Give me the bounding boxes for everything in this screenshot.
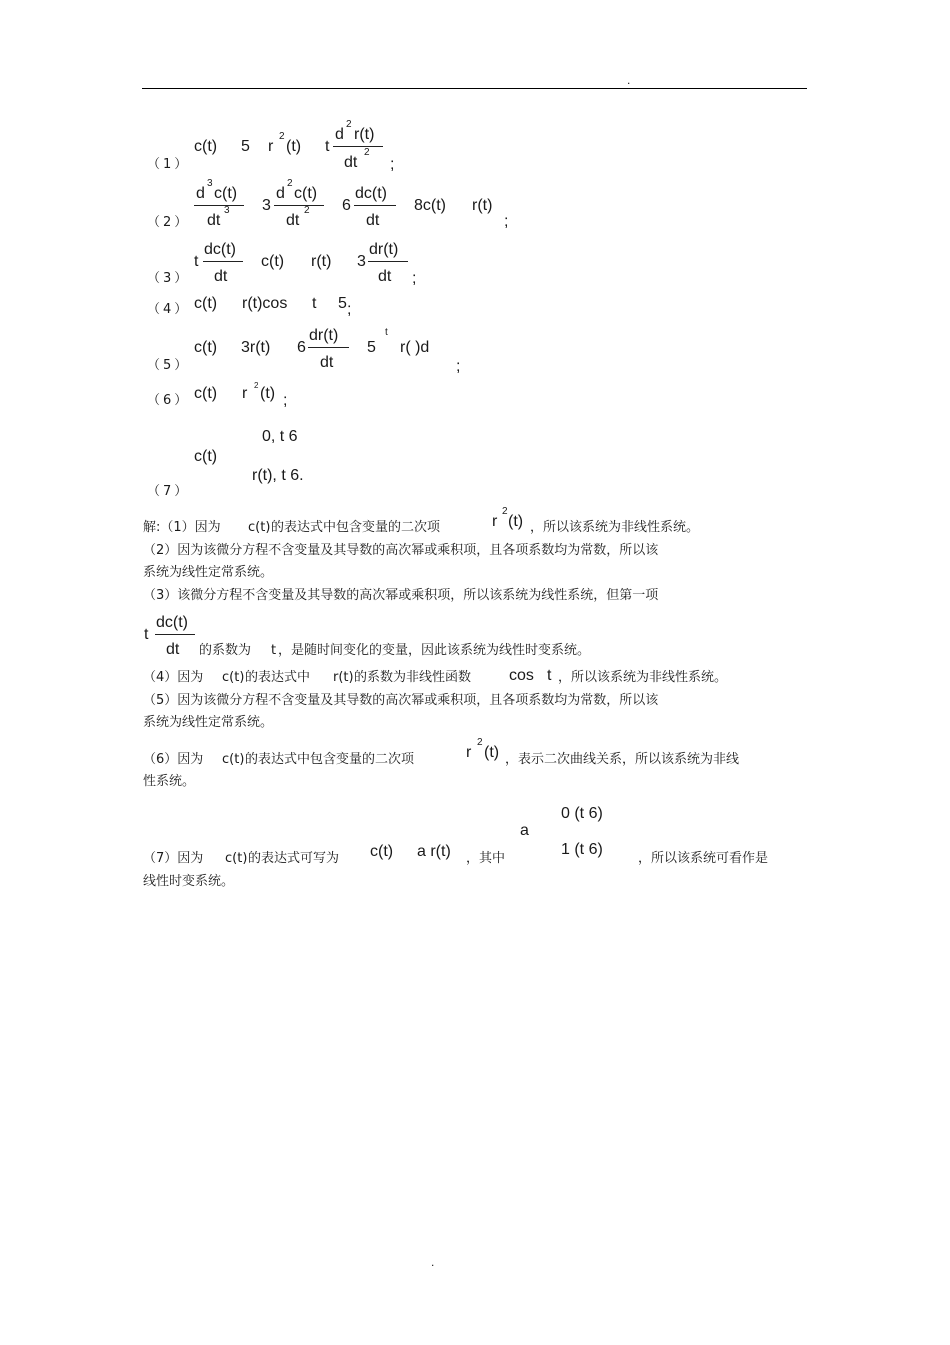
eq5-coef6: 6 <box>297 339 306 356</box>
eq2-n1: d <box>196 185 205 202</box>
footer-dot: . <box>431 1255 435 1269</box>
eq5-den: dt <box>320 354 334 371</box>
eq1-five: 5 <box>241 138 250 155</box>
sol4-text-d: ，所以该系统为非线性系统。 <box>558 670 728 685</box>
eq4-end: ; <box>347 301 352 318</box>
sol7-text-c: ，其中 <box>466 851 506 866</box>
sol1-square: 2 <box>502 506 508 517</box>
sol4-cos: cos <box>509 667 534 684</box>
eq2-fraction-bar-3 <box>354 205 396 206</box>
sol1-rt: (t) <box>508 513 524 530</box>
eq1-label: （1） <box>147 157 191 172</box>
eq5-five: 5 <box>367 339 376 356</box>
eq1-t: t <box>325 138 330 155</box>
sol2-line1: （2）因为该微分方程不含变量及其导数的高次幂或乘积项，且各项系数均为常数，所以该 <box>143 543 659 558</box>
eq1-r: r <box>268 138 274 155</box>
sol1-text-b: 的表达式中包含变量的二次项 <box>271 520 441 535</box>
sol1-r: r <box>492 513 498 530</box>
eq2-n3: dc(t) <box>355 185 387 202</box>
sol6-text-b: 的表达式中包含变量的二次项 <box>245 752 415 767</box>
eq3-fraction-bar-1 <box>203 261 243 262</box>
sol3-line1: （3）该微分方程不含变量及其导数的高次幂或乘积项，所以该系统为线性系统，但第一项 <box>143 588 659 603</box>
sol3-fraction-bar <box>155 634 195 635</box>
eq3-d2: dt <box>378 268 392 285</box>
eq2-d3: dt <box>366 212 380 229</box>
eq6-ct: c(t) <box>194 385 218 402</box>
eq3-n1: dc(t) <box>204 241 236 258</box>
sol4-text-b: 的表达式中 <box>245 670 311 685</box>
eq3-d1: dt <box>214 268 228 285</box>
eq3-rt: r(t) <box>311 253 332 270</box>
eq6-end: ; <box>283 392 288 409</box>
sol7-ct-expr: c(t) <box>370 843 394 860</box>
eq2-8ct: 8c(t) <box>414 197 446 214</box>
eq5-end: ; <box>456 358 461 375</box>
sol5-line2: 系统为线性定常系统。 <box>143 715 274 730</box>
sol3-t: t <box>144 626 149 643</box>
eq5-fraction-bar <box>308 347 349 348</box>
sol7-a-def: a <box>520 822 529 839</box>
header-rule <box>142 88 807 89</box>
eq4-rcos: r(t)cos <box>242 295 288 312</box>
sol3-den: dt <box>166 641 180 658</box>
eq2-label: （2） <box>147 215 191 230</box>
sol7-text-a: （7）因为 <box>143 851 204 866</box>
eq2-d2: dt <box>286 212 300 229</box>
eq7-label: （7） <box>147 484 191 499</box>
sol1-text-a: 解:（1）因为 <box>143 520 221 535</box>
eq7-case2: r(t), t 6. <box>252 467 304 484</box>
eq4-t: t <box>312 295 317 312</box>
sol7-text-d: ，所以该系统可看作是 <box>638 851 769 866</box>
sol6-ct: c(t) <box>222 752 245 767</box>
sol7-text-e: 线性时变系统。 <box>143 874 235 889</box>
eq2-coef6: 6 <box>342 197 351 214</box>
eq2-d1: dt <box>207 212 221 229</box>
eq3-label: （3） <box>147 271 191 286</box>
sol1-ct: c(t) <box>248 520 271 535</box>
eq6-label: （6） <box>147 393 191 408</box>
eq1-num-sup: 2 <box>346 119 352 130</box>
sol6-text-a: （6）因为 <box>143 752 204 767</box>
eq1-square: 2 <box>279 131 285 142</box>
eq6-r: r <box>242 385 248 402</box>
sol7-case1: 0 (t 6) <box>561 805 603 822</box>
eq1-num-rt: r(t) <box>354 126 375 143</box>
eq1-lhs: c(t) <box>194 138 218 155</box>
sol2-line2: 系统为线性定常系统。 <box>143 565 274 580</box>
eq3-coef3: 3 <box>357 253 366 270</box>
sol7-ct: c(t) <box>225 851 248 866</box>
eq3-t: t <box>194 253 199 270</box>
eq2-d1-sup: 3 <box>224 205 230 216</box>
eq2-n2: d <box>276 185 285 202</box>
eq7-ct: c(t) <box>194 448 218 465</box>
eq2-fraction-bar-2 <box>274 205 324 206</box>
eq5-num: dr(t) <box>309 327 339 344</box>
sol5-line1: （5）因为该微分方程不含变量及其导数的高次幂或乘积项，且各项系数均为常数，所以该 <box>143 693 659 708</box>
sol4-text-a: （4）因为 <box>143 670 204 685</box>
eq2-coef3: 3 <box>262 197 271 214</box>
eq5-integrand: r( )d <box>400 339 430 356</box>
sol4-rt: r(t) <box>333 670 354 685</box>
eq7-case1: 0, t 6 <box>262 428 298 445</box>
eq2-n2-body: c(t) <box>294 185 318 202</box>
eq2-n1-body: c(t) <box>214 185 238 202</box>
eq6-rt: (t) <box>260 385 276 402</box>
eq4-label: （4） <box>147 302 191 317</box>
eq2-fraction-bar-1 <box>194 205 244 206</box>
eq2-rt: r(t) <box>472 197 493 214</box>
sol7-case2: 1 (t 6) <box>561 841 603 858</box>
sol3-text-b: ，是随时间变化的变量，因此该系统为线性时变系统。 <box>278 643 591 658</box>
eq1-num-d: d <box>335 126 344 143</box>
sol6-text-d: 性系统。 <box>143 774 196 789</box>
eq5-upper-limit: t <box>385 327 388 338</box>
sol4-t: t <box>547 667 552 684</box>
header-dot: . <box>627 73 631 87</box>
sol3-t-var: t <box>271 643 277 658</box>
sol6-square: 2 <box>477 737 483 748</box>
eq2-d2-sup: 2 <box>304 205 310 216</box>
eq1-fraction-bar <box>333 146 383 147</box>
eq5-label: （5） <box>147 358 191 373</box>
sol6-r: r <box>466 744 472 761</box>
eq1-rt: (t) <box>286 138 302 155</box>
sol7-ar: a r(t) <box>417 843 451 860</box>
eq5-ct: c(t) <box>194 339 218 356</box>
eq3-n2: dr(t) <box>369 241 399 258</box>
eq1-den-sup: 2 <box>364 147 370 158</box>
sol7-text-b: 的表达式可写为 <box>248 851 340 866</box>
eq3-ct: c(t) <box>261 253 285 270</box>
sol6-rt: (t) <box>484 744 500 761</box>
eq5-3rt: 3r(t) <box>241 339 271 356</box>
eq2-n1-sup: 3 <box>207 178 213 189</box>
eq2-end: ; <box>504 213 509 230</box>
eq2-n2-sup: 2 <box>287 178 293 189</box>
sol6-text-c: ，表示二次曲线关系，所以该系统为非线 <box>505 752 740 767</box>
eq4-five: 5 <box>338 295 347 312</box>
sol3-text-a: 的系数为 <box>199 643 252 658</box>
eq6-square: 2 <box>254 381 259 390</box>
eq3-end: ; <box>412 270 417 287</box>
sol3-num: dc(t) <box>156 614 188 631</box>
sol4-text-c: 的系数为非线性函数 <box>354 670 472 685</box>
sol4-ct: c(t) <box>222 670 245 685</box>
eq4-ct: c(t) <box>194 295 218 312</box>
eq1-den: dt <box>344 154 358 171</box>
sol1-text-c: ，所以该系统为非线性系统。 <box>530 520 700 535</box>
eq3-fraction-bar-2 <box>368 261 408 262</box>
eq1-end: ; <box>390 156 395 173</box>
